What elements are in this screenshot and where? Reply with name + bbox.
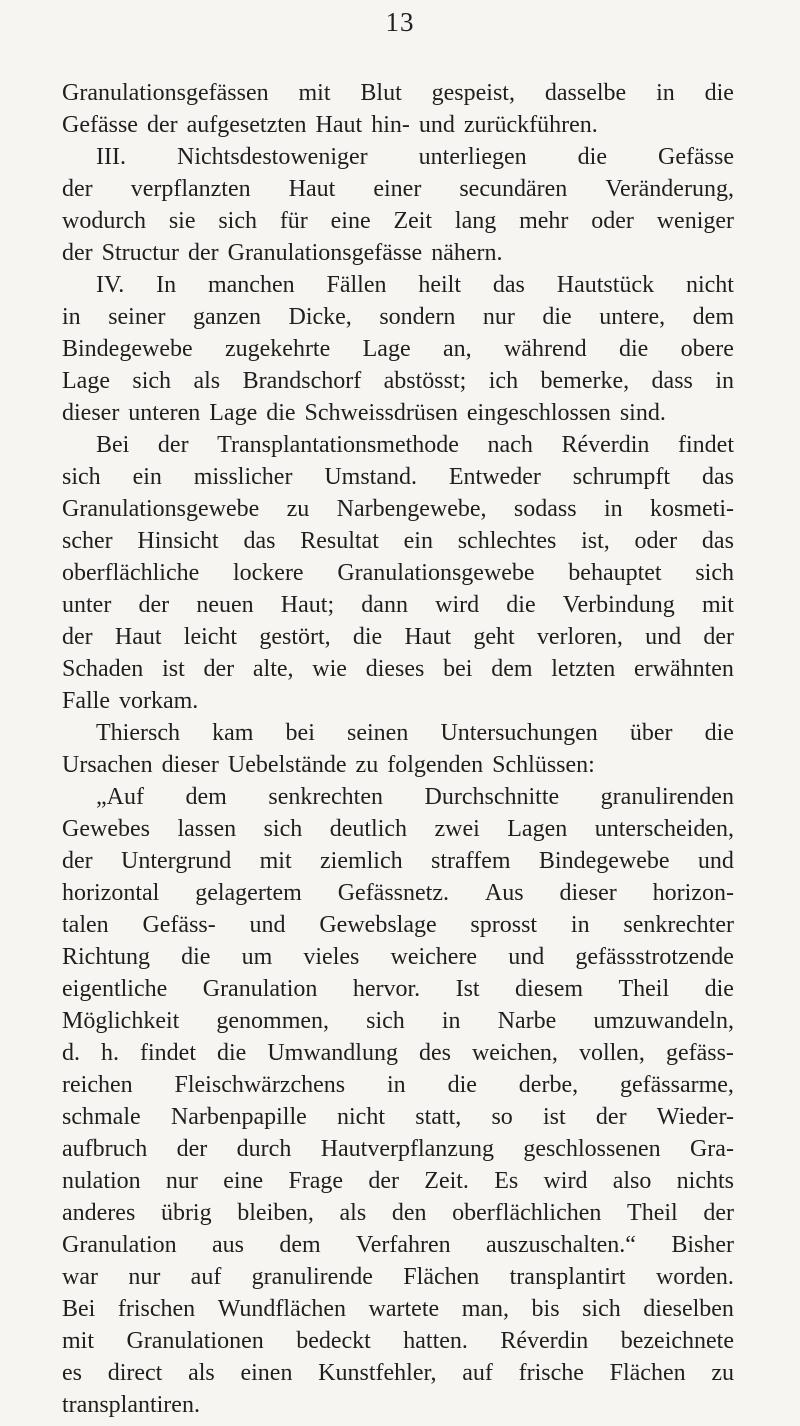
text-line: „Auf dem senkrechten Durchschnitte granulirenden — [96, 784, 734, 810]
text-line: d. h. findet die Umwandlung des weichen, vollen, gefäss- — [62, 1040, 734, 1066]
text-line: anderes übrig bleiben, als den oberflächlichen Theil der — [62, 1200, 734, 1226]
text-line: talen Gefäss- und Gewebslage sprosst in senkrechter — [62, 912, 734, 938]
text-line: der verpflanzten Haut einer secundären Veränderung, — [62, 176, 734, 202]
text-line: III. Nichtsdestoweniger unterliegen die Gefässe — [96, 144, 734, 170]
text-line: mit Granulationen bedeckt hatten. Réverdin bezeichnete — [62, 1328, 734, 1354]
text-line: wodurch sie sich für eine Zeit lang mehr oder weniger — [62, 208, 734, 234]
text-line: oberflächliche lockere Granulationsgewebe behauptet sich — [62, 560, 734, 586]
text-line: war nur auf granulirende Flächen transplantirt worden. — [62, 1264, 734, 1290]
text-line: Lage sich als Brandschorf abstösst; ich bemerke, dass in — [62, 368, 734, 394]
text-line: Bei der Transplantationsmethode nach Réverdin findet — [96, 432, 734, 458]
text-line: scher Hinsicht das Resultat ein schlechtes ist, oder das — [62, 528, 734, 554]
text-line: der Structur der Granulationsgefässe nähern. — [62, 240, 503, 266]
text-line: Gewebes lassen sich deutlich zwei Lagen unterscheiden, — [62, 816, 734, 842]
text-line: Richtung die um vieles weichere und gefässstrotzende — [62, 944, 734, 970]
text-line: reichen Fleischwärzchens in die derbe, gefässarme, — [62, 1072, 734, 1098]
text-line: Granulationsgewebe zu Narbengewebe, sodass in kosmeti- — [62, 496, 734, 522]
text-line: dieser unteren Lage die Schweissdrüsen eingeschlossen sind. — [62, 400, 666, 426]
text-line: Gefässe der aufgesetzten Haut hin- und zurückführen. — [62, 112, 598, 138]
text-line: in seiner ganzen Dicke, sondern nur die untere, dem — [62, 304, 734, 330]
text-line: Schaden ist der alte, wie dieses bei dem letzten erwähnten — [62, 656, 734, 682]
text-line: nulation nur eine Frage der Zeit. Es wird also nichts — [62, 1168, 734, 1194]
text-line: transplantiren. — [62, 1392, 200, 1418]
text-line: eigentliche Granulation hervor. Ist diesem Theil die — [62, 976, 734, 1002]
page-number: 13 — [385, 7, 415, 37]
text-line: Möglichkeit genommen, sich in Narbe umzuwandeln, — [62, 1008, 734, 1034]
text-line: Ursachen dieser Uebelstände zu folgenden Schlüssen: — [62, 752, 595, 778]
text-line: der Untergrund mit ziemlich straffem Bindegewebe und — [62, 848, 734, 874]
body-text — [62, 77, 734, 1421]
text-line: sich ein misslicher Umstand. Entweder schrumpft das — [62, 464, 734, 490]
text-line: aufbruch der durch Hautverpflanzung geschlossenen Gra- — [62, 1136, 734, 1162]
text-line: IV. In manchen Fällen heilt das Hautstück nicht — [96, 272, 734, 298]
text-line: Granulation aus dem Verfahren auszuschalten.“ Bisher — [62, 1232, 734, 1258]
text-line: horizontal gelagertem Gefässnetz. Aus dieser horizon- — [62, 880, 734, 906]
text-line: Granulationsgefässen mit Blut gespeist, dasselbe in die — [62, 80, 734, 106]
text-line: unter der neuen Haut; dann wird die Verbindung mit — [62, 592, 734, 618]
text-line: Bei frischen Wundflächen wartete man, bis sich dieselben — [62, 1296, 734, 1322]
text-line: der Haut leicht gestört, die Haut geht verloren, und der — [62, 624, 734, 650]
text-line: Bindegewebe zugekehrte Lage an, während die obere — [62, 336, 734, 362]
text-line: schmale Narbenpapille nicht statt, so ist der Wieder- — [62, 1104, 734, 1130]
text-line: Falle vorkam. — [62, 688, 199, 714]
text-line: es direct als einen Kunstfehler, auf frische Flächen zu — [62, 1360, 734, 1386]
text-line: Thiersch kam bei seinen Untersuchungen über die — [96, 720, 734, 746]
